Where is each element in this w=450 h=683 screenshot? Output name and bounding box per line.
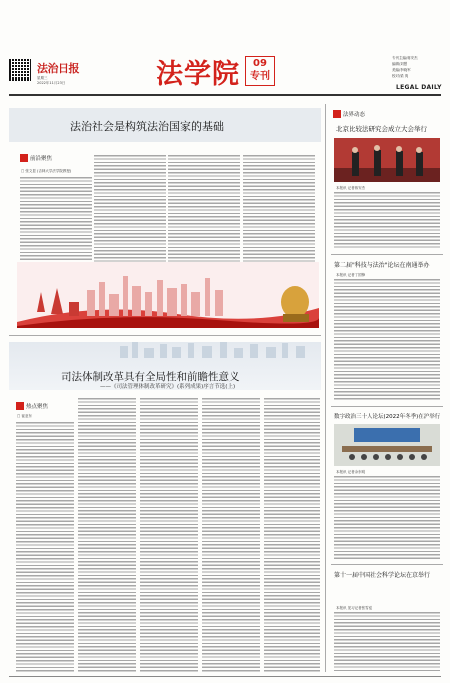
- issue-date: 2022年11月23日: [37, 81, 66, 85]
- sidebar-divider: [331, 254, 443, 255]
- editor-line: 编辑/刘慧: [392, 62, 408, 66]
- footer-rule: [9, 676, 441, 677]
- sidebar-text-2: [334, 279, 440, 401]
- feature-tag-label: 热点聚焦: [26, 404, 49, 410]
- lead-column-2: [94, 155, 166, 265]
- lead-column-3: [168, 155, 240, 265]
- sidebar-tag-label: 法界动态: [343, 112, 366, 118]
- sidebar-byline-2: 本报讯 记者丁国锋: [336, 273, 366, 277]
- sidebar-byline-4: 本报讯 见习记者张雪泓: [336, 606, 373, 610]
- sidebar-headline-2: 第二届"科技与法治"论坛在南通举办: [334, 262, 430, 269]
- weekday: 星期三: [37, 76, 48, 80]
- sidebar-text-3: [334, 476, 440, 560]
- feature-skyline-strip: [110, 342, 320, 358]
- sidebar-headline-3: 数字政治三十人论坛(2022年冬季)在沪举行: [334, 414, 441, 420]
- lead-tag-label: 前沿聚焦: [30, 156, 53, 162]
- column-divider: [325, 104, 326, 672]
- sidebar-text-1: [334, 192, 440, 250]
- lead-tag: [20, 154, 52, 162]
- feature-column-5: [264, 398, 320, 672]
- lead-column-1: [20, 177, 92, 265]
- editor-line: 专刊主编/蒋安杰: [392, 56, 418, 60]
- sidebar-headline-4: 第十一届中国社会科学论坛在京举行: [334, 572, 431, 579]
- tag-marker-icon: [333, 110, 341, 118]
- feature-column-1: [16, 422, 74, 672]
- section-title: 法学院: [156, 59, 240, 90]
- issue-number: 09: [253, 58, 267, 69]
- sidebar-byline-3: 本报讯 记者余东明: [336, 470, 366, 474]
- feature-subhead: ——《司法管理体制改革研究》(系列成果)序言节选(上): [100, 384, 236, 390]
- feature-headline: 司法体制改革具有全局性和前瞻性意义: [61, 371, 240, 383]
- feature-author: □ 崔亚东: [17, 414, 32, 418]
- editor-line: 美编/李晓军: [392, 68, 411, 72]
- issue-type: 专刊: [250, 71, 270, 82]
- skyline-illustration: [17, 262, 319, 328]
- sidebar-byline-1: 本报讯 记者蒋安杰: [336, 186, 366, 190]
- lion-statue-icon: [281, 286, 309, 322]
- sidebar-headline-1: 北京比较法研究会成立大会举行: [336, 125, 427, 133]
- lead-column-4: [243, 155, 315, 265]
- issue-box: [245, 56, 275, 86]
- sidebar-divider: [331, 564, 443, 565]
- sidebar-text-4: [334, 612, 440, 672]
- paper-name: 法治日报: [37, 62, 79, 75]
- sidebar-divider: [331, 406, 443, 407]
- feature-column-2: [78, 398, 136, 672]
- qr-code-icon: [9, 59, 31, 81]
- feature-column-3: [140, 398, 198, 672]
- section-divider: [9, 335, 321, 336]
- sidebar-tag: [333, 110, 365, 118]
- lead-headline: 法治社会是构筑法治国家的基础: [70, 120, 224, 133]
- masthead-rule: [9, 94, 441, 96]
- feature-tag: [16, 402, 48, 410]
- feature-column-4: [202, 398, 260, 672]
- conference-photo-2: [334, 424, 440, 466]
- lead-author: □ 张文显 (吉林大学法学院教授): [21, 169, 72, 173]
- conference-photo-1: [334, 138, 440, 182]
- tag-marker-icon: [20, 154, 28, 162]
- tag-marker-icon: [16, 402, 24, 410]
- editors-list: [392, 55, 418, 79]
- english-name: LEGAL DAILY: [396, 84, 442, 91]
- editor-line: 校对/梁 爽: [392, 74, 409, 78]
